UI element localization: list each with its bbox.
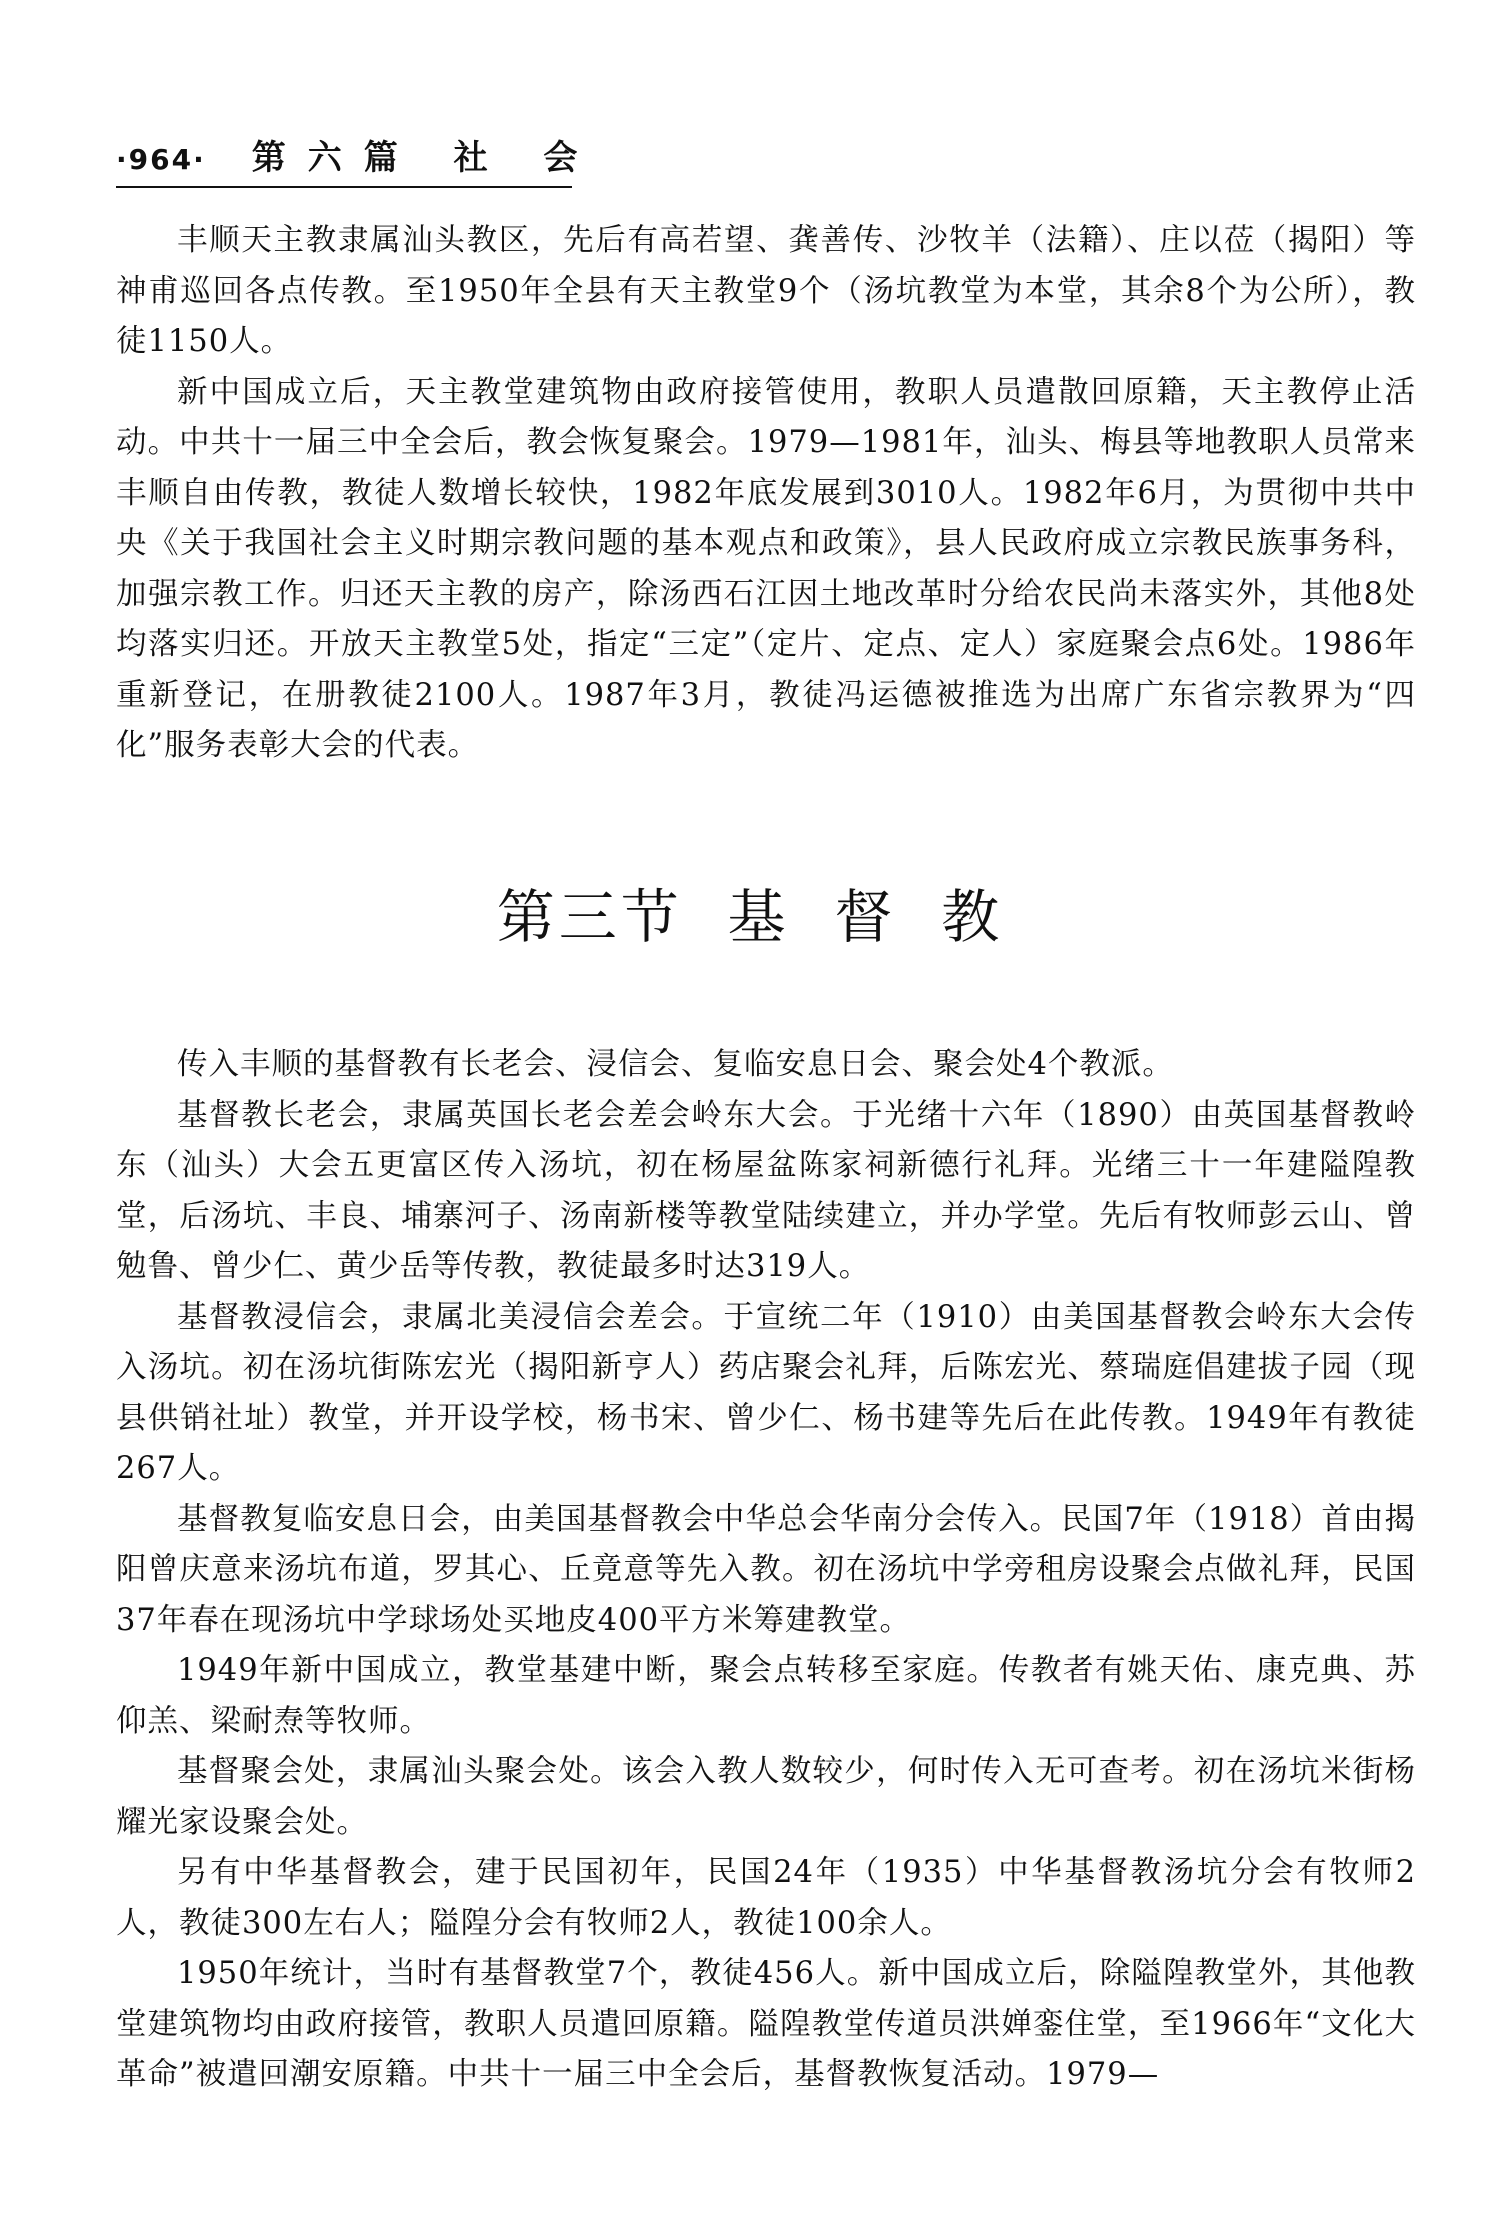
paragraph: 基督教复临安息日会，由美国基督教会中华总会华南分会传入。民国7年（1918）首由揭阳曾庆意来汤坑布道，罗其心、丘竟意等先入教。初在汤坑中学旁租房设聚会点做礼拜，民国37年春在现汤坑中学球场处买地皮400平方米筹建教堂。 (116, 1501, 1416, 1638)
catholic-text-block (116, 216, 1416, 772)
part-title: 第六篇 社 会 (251, 138, 600, 178)
page-number: ·964· (116, 143, 206, 176)
christian-text-block (116, 1040, 1416, 2101)
paragraph: 基督教长老会，隶属英国长老会差会岭东大会。于光绪十六年（1890）由英国基督教岭东（汕头）大会五更富区传入汤坑，初在杨屋盆陈家祠新德行礼拜。光绪三十一年建隘隍教堂，后汤坑、丰良、埔寨河子、汤南新楼等教堂陆续建立，并办学堂。先后有牧师彭云山、曾勉鲁、曾少仁、黄少岳等传教，教徒最多时达319人。 (116, 1097, 1416, 1284)
section-heading-text: 第三节 基 督 教 (496, 883, 1004, 951)
paragraph: 1949年新中国成立，教堂基建中断，聚会点转移至家庭。传教者有姚天佑、康克典、苏仰羔、梁耐焘等牧师。 (116, 1653, 1416, 1739)
section-heading (0, 882, 1500, 952)
paragraph: 传入丰顺的基督教有长老会、浸信会、复临安息日会、聚会处4个教派。 (177, 1047, 1174, 1082)
paragraph: 另有中华基督教会，建于民国初年，民国24年（1935）中华基督教汤坑分会有牧师2人，教徒300左右人；隘隍分会有牧师2人，教徒100余人。 (116, 1855, 1416, 1941)
paragraph: 新中国成立后，天主教堂建筑物由政府接管使用，教职人员遣散回原籍，天主教停止活动。中共十一届三中全会后，教会恢复聚会。1979—1981年，汕头、梅县等地教职人员常来丰顺自由传教，教徒人数增长较快，1982年底发展到3010人。1982年6月，为贯彻中共中央《关于我国社会主义时期宗教问题的基本观点和政策》，县人民政府成立宗教民族事务科，加强宗教工作。归还天主教的房产，除汤西石江因土地改革时分给农民尚未落实外，其他8处均落实归还。开放天主教堂5处，指定“三定”（定片、定点、定人）家庭聚会点6处。1986年重新登记，在册教徒2100人。1987年3月，教徒冯运德被推选为出席广东省宗教界为“四化”服务表彰大会的代表。 (116, 374, 1416, 763)
header-divider (116, 186, 572, 188)
paragraph: 1950年统计，当时有基督教堂7个，教徒456人。新中国成立后，除隘隍教堂外，其他教堂建筑物均由政府接管，教职人员遣回原籍。隘隍教堂传道员洪婵銮住堂，至1966年“文化大革命”被遣回潮安原籍。中共十一届三中全会后，基督教恢复活动。1979— (116, 1956, 1416, 2092)
paragraph: 丰顺天主教隶属汕头教区，先后有高若望、龚善传、沙牧羊（法籍）、庄以莅（揭阳）等神甫巡回各点传教。至1950年全县有天主教堂9个（汤坑教堂为本堂，其余8个为公所），教徒1150人。 (116, 223, 1416, 359)
paragraph: 基督聚会处，隶属汕头聚会处。该会入教人数较少，何时传入无可查考。初在汤坑米街杨耀光家设聚会处。 (116, 1754, 1416, 1840)
running-header (116, 130, 599, 179)
paragraph: 基督教浸信会，隶属北美浸信会差会。于宣统二年（1910）由美国基督教会岭东大会传入汤坑。初在汤坑街陈宏光（揭阳新亨人）药店聚会礼拜，后陈宏光、蔡瑞庭倡建拔子园（现县供销社址）教堂，并开设学校，杨书宋、曾少仁、杨书建等先后在此传教。1949年有教徒267人。 (116, 1299, 1416, 1486)
